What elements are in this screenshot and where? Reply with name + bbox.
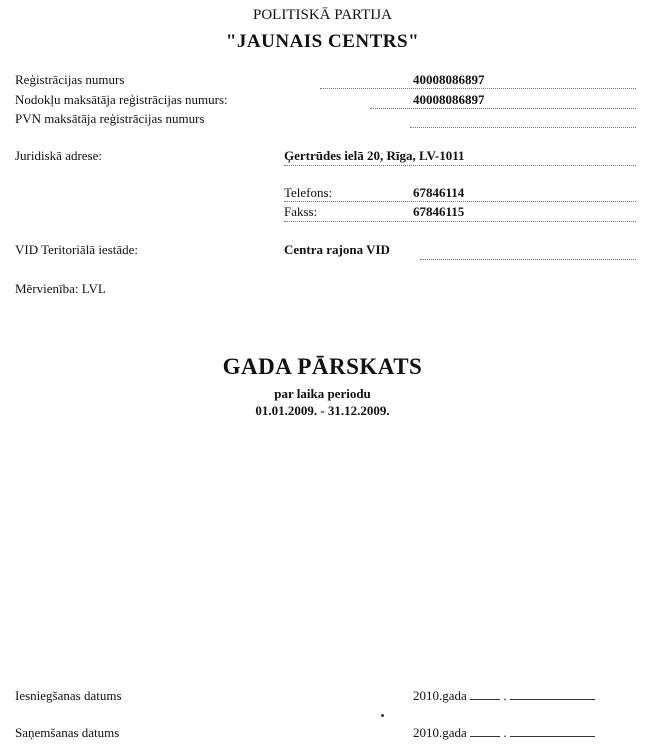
reg-number-label: Reģistrācijas numurs <box>15 72 125 87</box>
submit-separator: . <box>503 688 507 703</box>
dot-mark <box>381 714 384 717</box>
submit-date-field[interactable] <box>413 688 595 704</box>
report-period: 01.01.2009. - 31.12.2009. <box>255 403 390 418</box>
address-label: Juridiskā adrese: <box>15 148 103 163</box>
address-line <box>284 165 636 166</box>
vat-number-label: PVN maksātāja reģistrācijas numurs <box>15 111 205 126</box>
address-value: Ģertrūdes ielā 20, Rīga, LV-1011 <box>284 148 465 163</box>
vid-line <box>420 259 636 260</box>
vat-number-line <box>410 127 636 128</box>
receive-date-label: Saņemšanas datums <box>15 725 120 740</box>
tax-number-label: Nodokļu maksātāja reģistrācijas numurs: <box>15 92 228 107</box>
reg-number-line <box>320 88 636 89</box>
submit-date-label: Iesniegšanas datums <box>15 688 122 703</box>
receive-month-blank[interactable] <box>510 725 595 737</box>
fax-line <box>284 221 636 222</box>
submit-day-blank[interactable] <box>470 688 500 700</box>
fax-label: Fakss: <box>284 204 318 219</box>
report-title: GADA PĀRSKATS <box>222 354 423 379</box>
fax-value: 67846115 <box>413 204 465 219</box>
tax-number-value: 40008086897 <box>413 92 485 107</box>
phone-line <box>284 201 636 202</box>
receive-date-field[interactable] <box>413 725 595 741</box>
reg-number-value: 40008086897 <box>413 72 485 87</box>
party-type: POLITISKĀ PARTIJA <box>253 7 392 23</box>
unit-label: Mērvienība: LVL <box>15 281 106 296</box>
receive-year: 2010.gada <box>413 725 467 740</box>
vid-label: VID Teritoriālā iestāde: <box>15 242 139 257</box>
tax-number-line <box>370 108 636 109</box>
party-name: "JAUNAIS CENTRS" <box>225 31 420 52</box>
report-subtitle: par laika periodu <box>274 386 371 401</box>
phone-label: Telefons: <box>284 185 333 200</box>
receive-separator: . <box>503 725 507 740</box>
phone-value: 67846114 <box>413 185 465 200</box>
submit-year: 2010.gada <box>413 688 467 703</box>
receive-day-blank[interactable] <box>470 725 500 737</box>
submit-month-blank[interactable] <box>510 688 595 700</box>
vid-value: Centra rajona VID <box>284 242 390 257</box>
